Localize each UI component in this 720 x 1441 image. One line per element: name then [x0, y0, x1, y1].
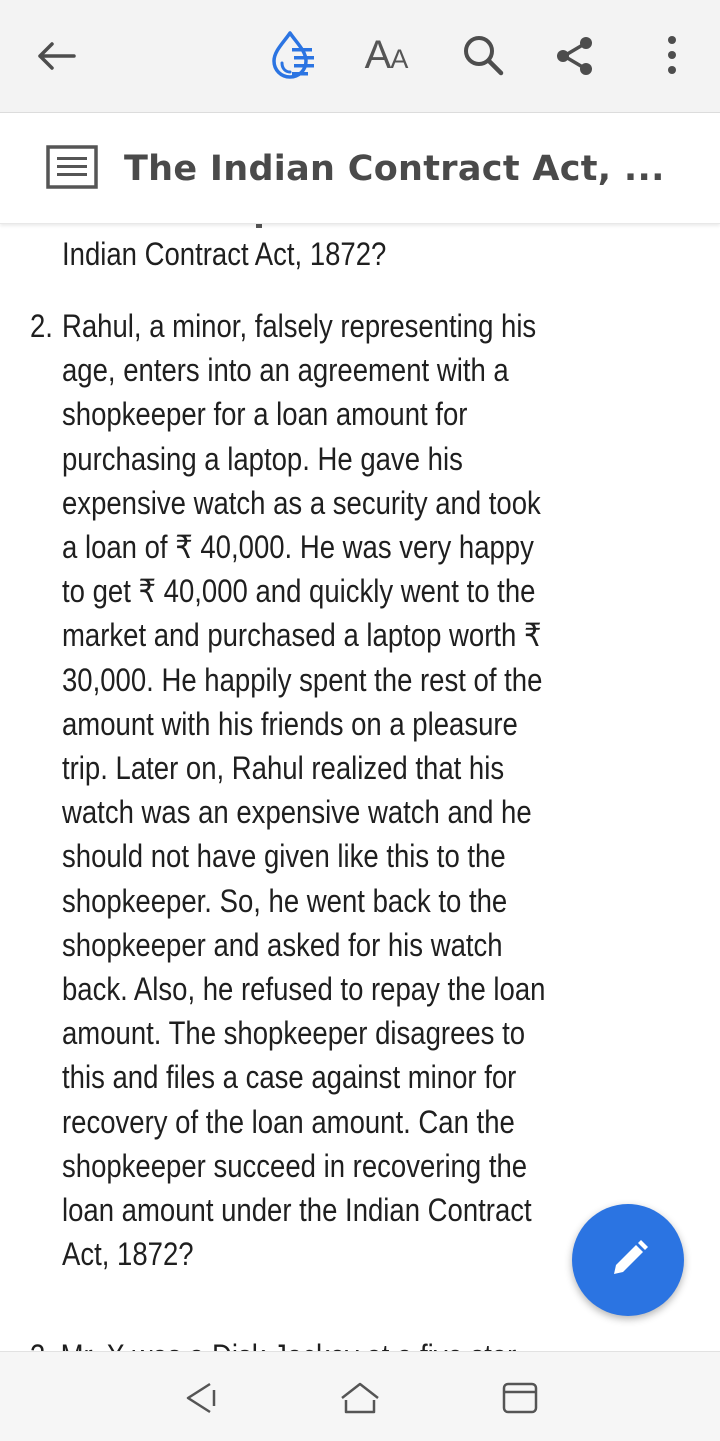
text-size-icon[interactable]: AA [364, 32, 408, 77]
nav-back-icon[interactable] [180, 1378, 220, 1418]
top-toolbar [0, 0, 720, 113]
back-arrow-icon[interactable] [28, 30, 84, 82]
more-vertical-icon[interactable] [654, 32, 690, 78]
clipped-line-remnant [256, 224, 262, 228]
search-icon[interactable] [456, 28, 510, 82]
next-item-partial [30, 1334, 630, 1350]
liquid-mode-icon[interactable] [264, 26, 324, 84]
previous-item-tail: Indian Contract Act, 1872? [62, 236, 387, 272]
document-title[interactable]: The Indian Contract Act, ... [124, 149, 665, 189]
share-icon[interactable] [548, 30, 600, 82]
document-icon [46, 145, 98, 189]
document-content[interactable] [0, 224, 720, 1350]
list-item-text: Rahul, a minor, falsely representing his age, enters into an agreement with a shopkeeper for a loan amount for purchasing a laptop. He gave his expensive watch as a security and took a loan of ₹ 40,000. He was very happy to get ₹ 40,000 and quickly went to the market and purchased a laptop worth ₹ 30,000. He happily spent the rest of the amount with his friends on a pleasure trip. Later on, Rahul realized that his watch was an expensive watch and he should not have given like this to the shopkeeper. So, he went back to the shopkeeper and asked for his watch back. Also, he refused to repay the loan amount. The shopkeeper disagrees to this and files a case against minor for recovery of the loan amount. Can the shopkeeper succeed in recovering the loan amount under the Indian Contract Act, 1872? [62, 308, 546, 1273]
document-header [0, 113, 720, 224]
edit-fab-button[interactable] [572, 1204, 684, 1316]
edit-pencil-icon [604, 1236, 652, 1284]
list-item-number: 2. [30, 308, 53, 344]
system-navigation-bar [0, 1351, 720, 1441]
nav-recents-icon[interactable] [500, 1378, 540, 1418]
nav-home-icon[interactable] [338, 1376, 382, 1420]
